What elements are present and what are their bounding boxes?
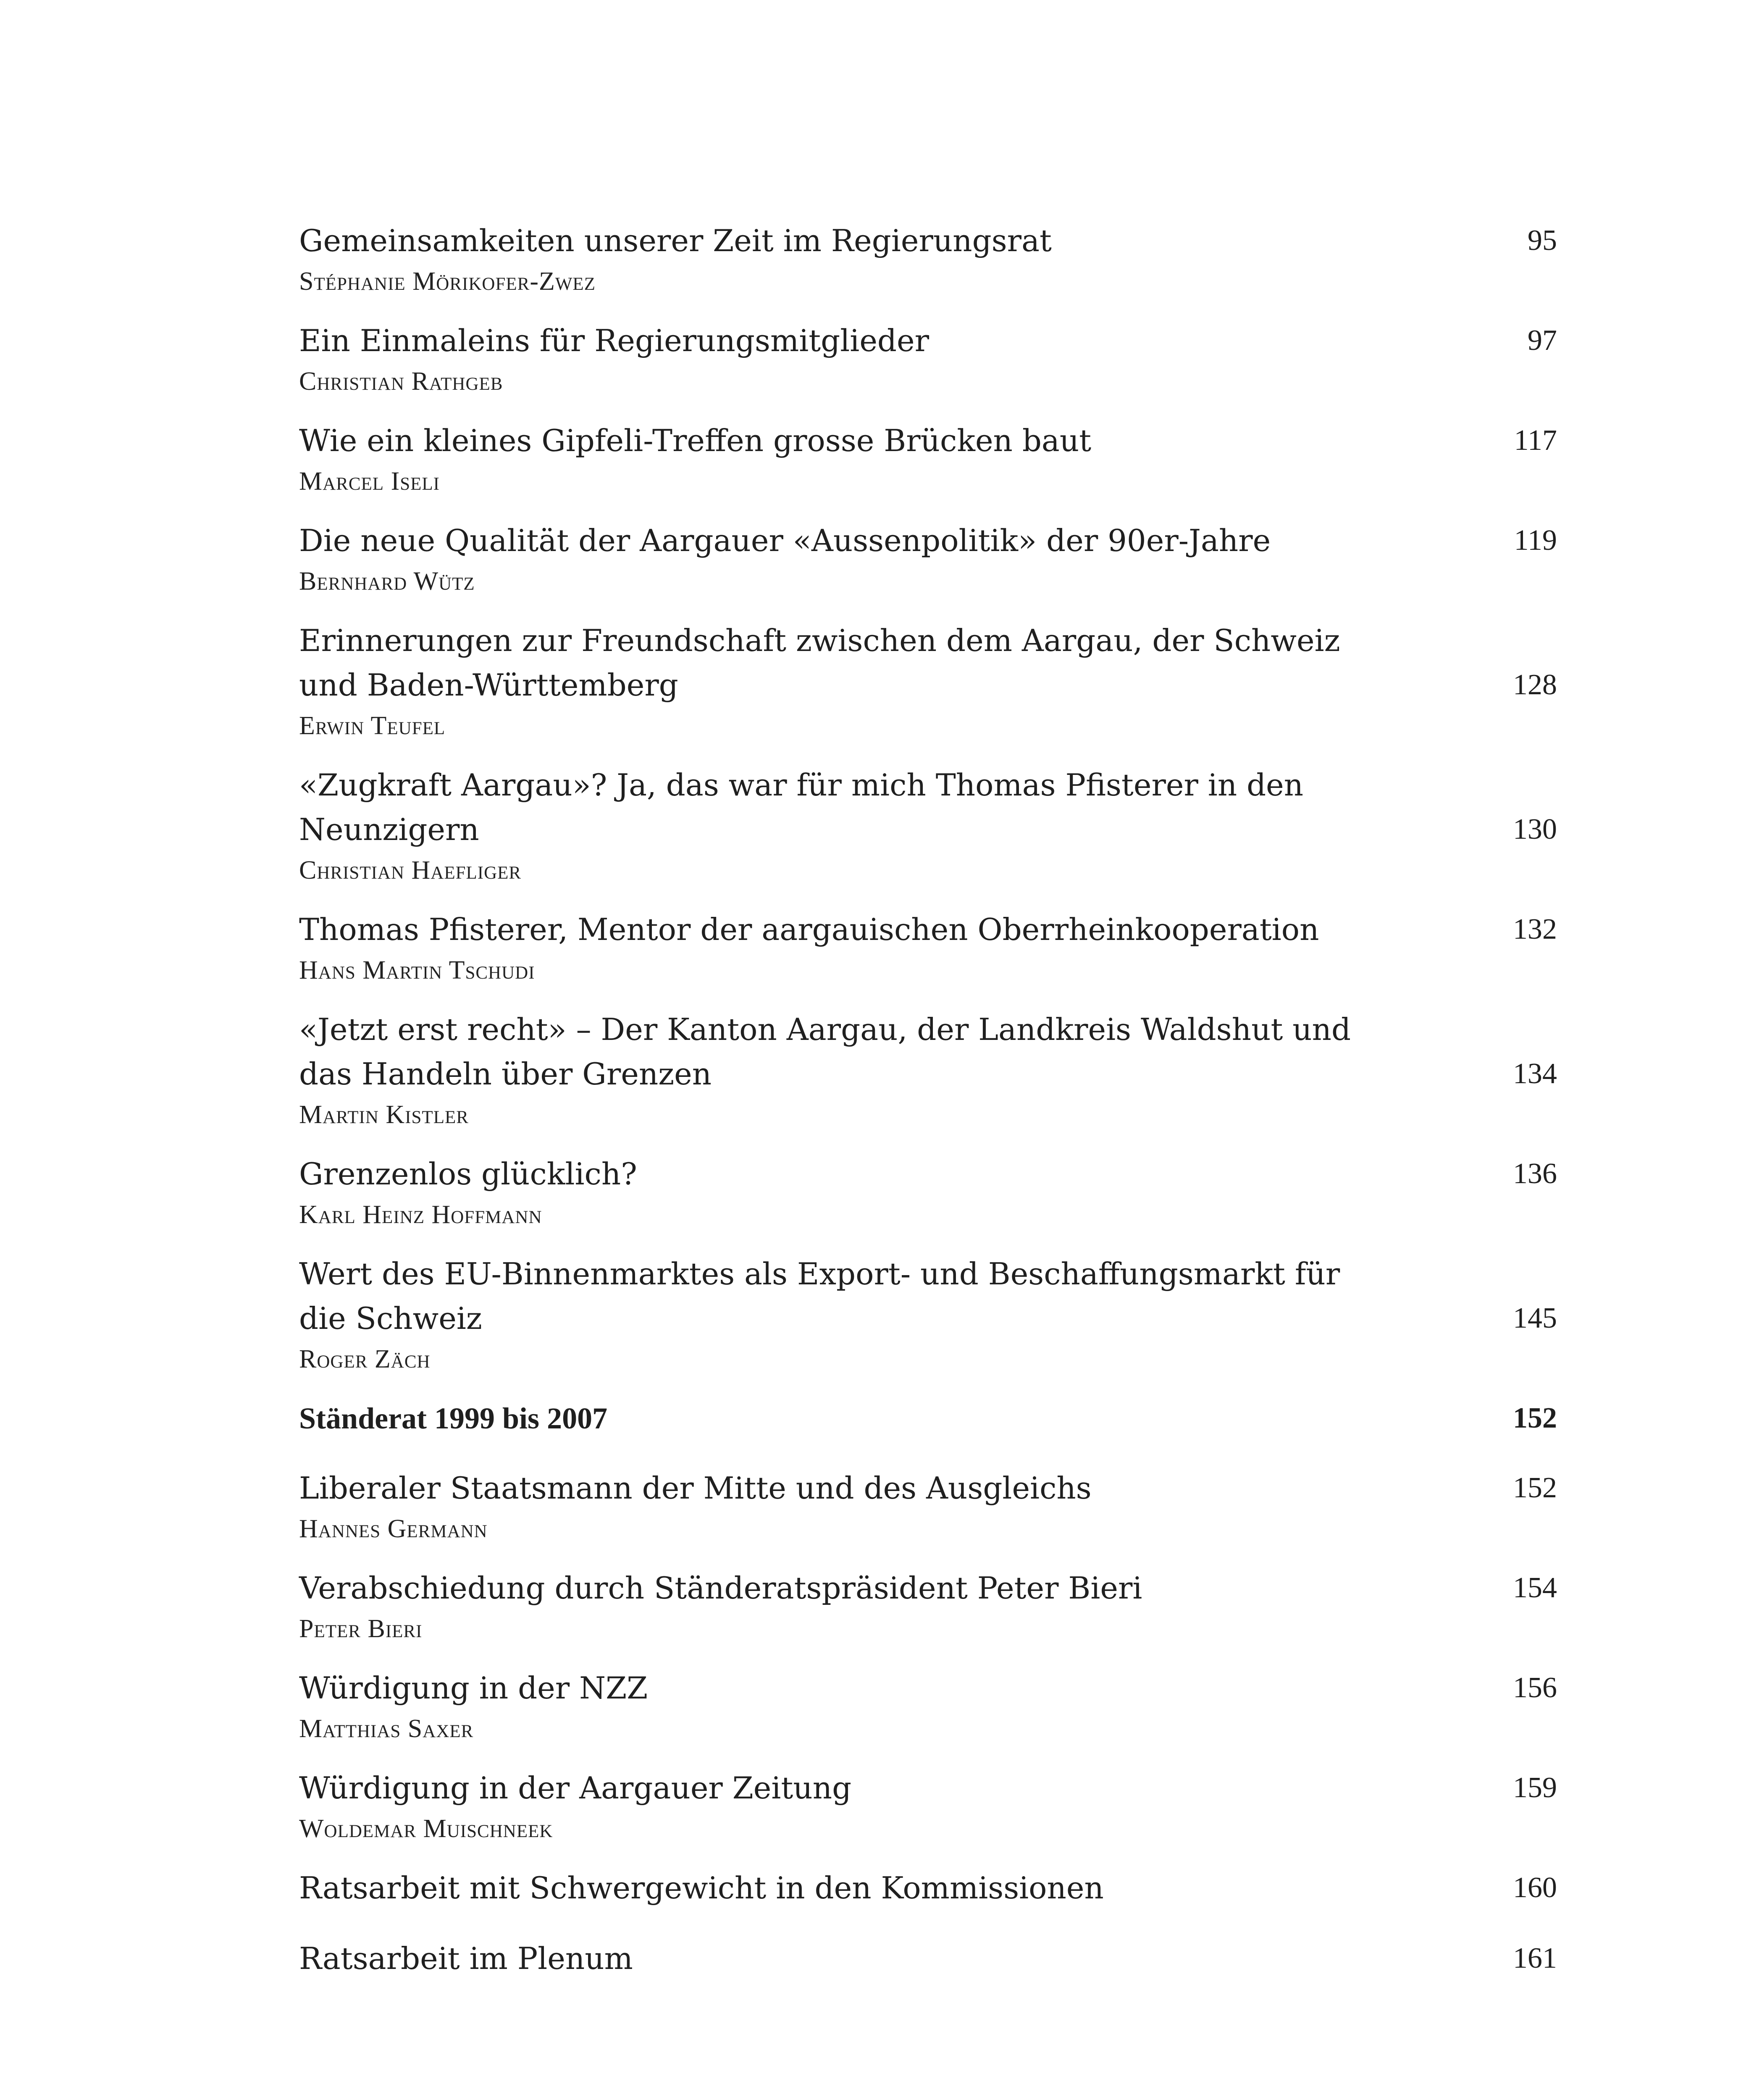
toc-entry-row xyxy=(299,1466,1557,1510)
toc-entry-page: 134 xyxy=(1513,1058,1557,1090)
toc-entry xyxy=(299,1152,1557,1231)
toc-entry-row xyxy=(299,1007,1557,1096)
toc-entry-page: 159 xyxy=(1513,1772,1557,1804)
toc-entry-page: 128 xyxy=(1513,669,1557,701)
toc-entry xyxy=(299,763,1557,887)
toc-section-page: 152 xyxy=(1513,1402,1557,1434)
table-of-contents xyxy=(299,218,1557,2007)
toc-entry xyxy=(299,1007,1557,1131)
toc-entry xyxy=(299,418,1557,498)
toc-entry-page: 97 xyxy=(1528,324,1557,357)
toc-entry xyxy=(299,1566,1557,1646)
toc-entry-page: 160 xyxy=(1513,1872,1557,1904)
toc-entry-page: 152 xyxy=(1513,1472,1557,1504)
toc-entry-author: Peter Bieri xyxy=(299,1614,423,1643)
toc-entry-row xyxy=(299,1866,1557,1910)
toc-entry-title: Ratsarbeit im Plenum xyxy=(299,1941,633,1976)
toc-entry xyxy=(299,1666,1557,1746)
toc-entry-author: Hans Martin Tschudi xyxy=(299,956,535,984)
toc-entry-row xyxy=(299,1152,1557,1196)
toc-entry-row xyxy=(299,618,1557,707)
toc-entry-row xyxy=(299,1396,1557,1441)
toc-entry-page: 154 xyxy=(1513,1572,1557,1604)
toc-entry-row xyxy=(299,418,1557,463)
toc-entry xyxy=(299,518,1557,598)
toc-entry-row xyxy=(299,218,1557,263)
toc-entry-title: Gemeinsamkeiten unserer Zeit im Regierungsrat xyxy=(299,223,1052,258)
toc-entry xyxy=(299,218,1557,298)
toc-entry-author: Stéphanie Mörikofer-Zwez xyxy=(299,267,596,296)
toc-entry-title: «Zugkraft Aargau»? Ja, das war für mich Thomas Pfisterer in den Neunzigern xyxy=(299,767,1304,847)
toc-entry-row xyxy=(299,1566,1557,1610)
toc-entry-author: Marcel Iseli xyxy=(299,467,440,496)
toc-entry xyxy=(299,1466,1557,1546)
toc-entry xyxy=(299,618,1557,743)
toc-entry-page: 132 xyxy=(1513,913,1557,945)
toc-entry-title: Wert des EU-Binnenmarktes als Export- und Beschaffungsmarkt für die Schweiz xyxy=(299,1256,1340,1336)
toc-entry-title: «Jetzt erst recht» – Der Kanton Aargau, der Landkreis Waldshut und das Handeln über Grenzen xyxy=(299,1012,1351,1092)
toc-entry xyxy=(299,907,1557,987)
toc-entry-page: 161 xyxy=(1513,1942,1557,1974)
toc-entry-page: 119 xyxy=(1514,524,1557,556)
toc-entry-row xyxy=(299,763,1557,852)
toc-entry-page: 130 xyxy=(1513,813,1557,845)
toc-entry-author: Karl Heinz Hoffmann xyxy=(299,1200,542,1229)
toc-entry-author: Erwin Teufel xyxy=(299,711,446,740)
toc-entry-row xyxy=(299,1252,1557,1341)
toc-entry-row xyxy=(299,318,1557,363)
toc-entry-page: 145 xyxy=(1513,1302,1557,1334)
toc-entry-row xyxy=(299,1766,1557,1810)
toc-entry-title: Erinnerungen zur Freundschaft zwischen dem Aargau, der Schweiz und Baden-Württemberg xyxy=(299,623,1340,703)
toc-entry-title: Verabschiedung durch Ständeratspräsident Peter Bieri xyxy=(299,1570,1142,1606)
toc-entry-title: Würdigung in der NZZ xyxy=(299,1670,648,1706)
toc-entry-title: Würdigung in der Aargauer Zeitung xyxy=(299,1770,852,1806)
toc-entry-page: 95 xyxy=(1528,224,1557,257)
toc-entry xyxy=(299,1866,1557,1910)
toc-entry-author: Roger Zäch xyxy=(299,1345,431,1373)
toc-entry-author: Bernhard Wütz xyxy=(299,567,475,596)
toc-entry xyxy=(299,1252,1557,1376)
toc-entry-row xyxy=(299,1936,1557,1981)
toc-entry-row xyxy=(299,1666,1557,1710)
toc-entry-row xyxy=(299,518,1557,563)
toc-entry-title: Thomas Pfisterer, Mentor der aargauischen Oberrheinkooperation xyxy=(299,912,1319,947)
toc-entry-title: Wie ein kleines Gipfeli-Treffen grosse Brücken baut xyxy=(299,423,1092,458)
toc-entry-title: Ein Einmaleins für Regierungsmitglieder xyxy=(299,323,929,358)
toc-entry xyxy=(299,1766,1557,1845)
toc-entry-author: Martin Kistler xyxy=(299,1100,469,1129)
toc-entry-row xyxy=(299,907,1557,952)
toc-section-title: Ständerat 1999 bis 2007 xyxy=(299,1402,608,1435)
toc-entry xyxy=(299,318,1557,398)
toc-entry-title: Liberaler Staatsmann der Mitte und des Ausgleichs xyxy=(299,1470,1092,1506)
toc-section-heading xyxy=(299,1396,1557,1441)
toc-entry-title: Ratsarbeit mit Schwergewicht in den Kommissionen xyxy=(299,1870,1104,1906)
toc-entry-page: 156 xyxy=(1513,1672,1557,1704)
toc-entry-page: 117 xyxy=(1514,424,1557,457)
toc-entry xyxy=(299,1936,1557,1981)
toc-entry-author: Christian Rathgeb xyxy=(299,367,503,396)
toc-entry-author: Hannes Germann xyxy=(299,1515,488,1543)
toc-entry-title: Die neue Qualität der Aargauer «Aussenpolitik» der 90er-Jahre xyxy=(299,523,1271,558)
toc-entry-author: Christian Haefliger xyxy=(299,856,522,885)
toc-entry-author: Matthias Saxer xyxy=(299,1714,474,1743)
toc-entry-title: Grenzenlos glücklich? xyxy=(299,1156,637,1192)
toc-entry-author: Woldemar Muischneek xyxy=(299,1814,553,1843)
toc-entry-page: 136 xyxy=(1513,1158,1557,1190)
